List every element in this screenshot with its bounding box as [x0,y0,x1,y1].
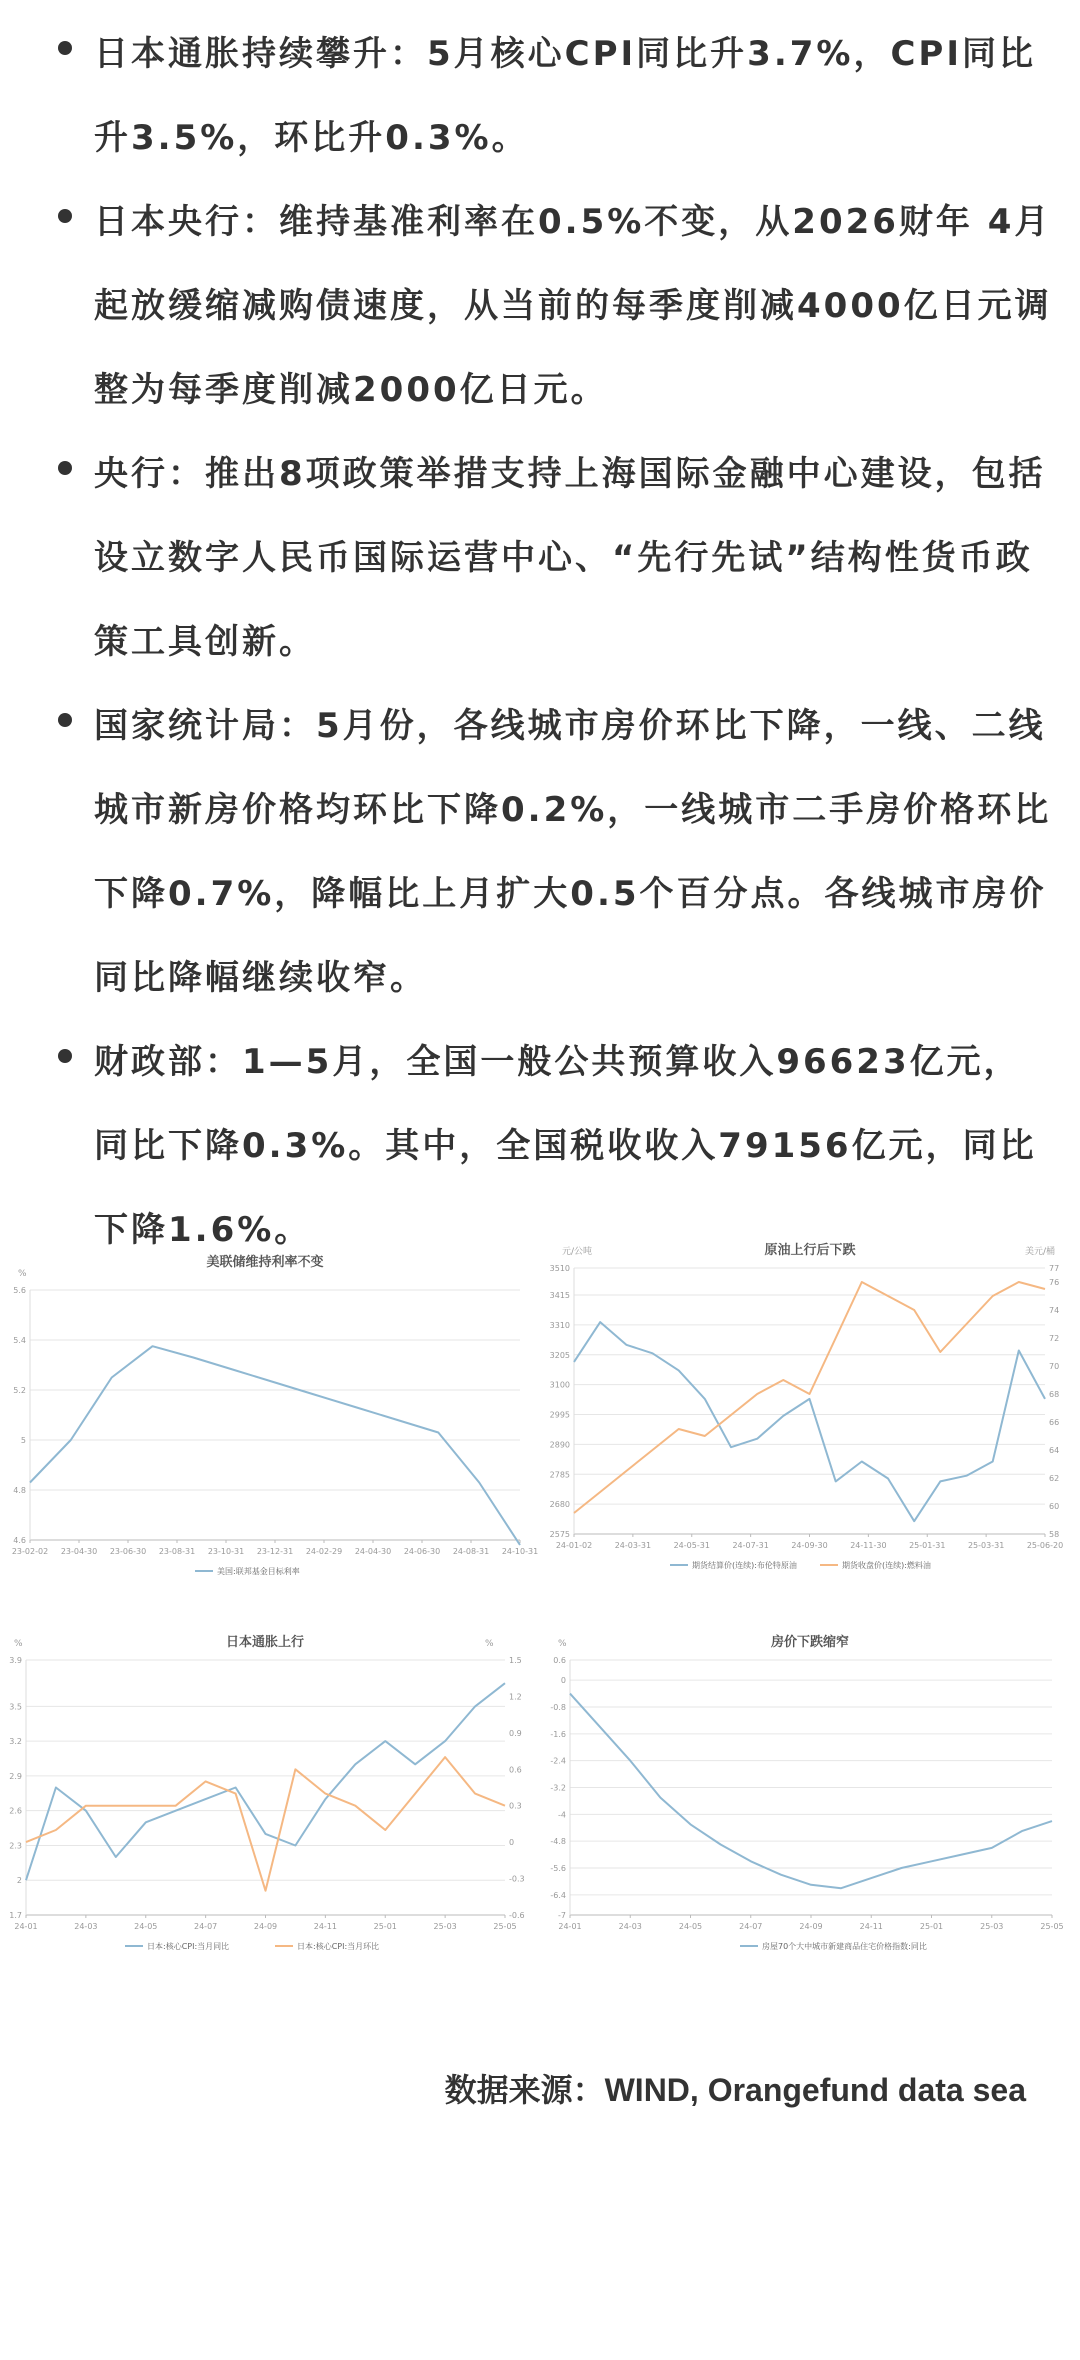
legend-label: 期货收盘价(连续):燃料油 [842,1561,931,1570]
y2-tick-label: -0.3 [509,1874,525,1884]
chart-japan-inflation-svg [0,1620,530,1965]
legend-label: 美国:联邦基金目标利率 [217,1567,300,1576]
x-tick-label: 24-03 [618,1922,642,1931]
x-tick-label: 24-02-29 [305,1547,343,1556]
y-axis-unit: % [14,1639,23,1649]
y2-tick-label: 0.9 [509,1728,522,1738]
x-tick-label: 23-10-31 [207,1547,245,1556]
x-tick-label: 25-01-31 [909,1541,946,1550]
y2-tick-label: -0.6 [509,1911,525,1920]
y2-tick-label: 76 [1049,1278,1060,1287]
chart-japan-inflation [0,1620,530,1965]
y2-tick-label: 72 [1049,1334,1060,1343]
x-tick-label: 24-03 [74,1922,98,1931]
chart-oil-svg [540,1228,1080,1600]
y-tick-label: 5.4 [13,1336,26,1345]
y-tick-label: -6.4 [550,1890,566,1900]
y2-tick-label: 58 [1049,1530,1060,1539]
y-tick-label: 3.5 [9,1702,22,1712]
x-tick-label: 24-07 [194,1922,218,1931]
source-note: 数据来源：WIND, Orangefund data sea [444,2072,1026,2108]
y-tick-label: 3415 [549,1291,570,1301]
bullet-text: 国家统计局：5月份，各线城市房价环比下降，一线、二线城市新房价格均环比下降0.2%，一线城市二手房价格环比下降0.7%，降幅比上月扩大0.5个百分点。各线城市房价同比降幅继续收窄。 [94,706,1052,998]
y-tick-label: 0.6 [553,1656,566,1665]
y2-tick-label: 77 [1049,1264,1060,1273]
x-tick-label: 23-08-31 [158,1547,196,1556]
x-tick-label: 24-03-31 [614,1541,652,1550]
legend-label: 期货结算价(连续):布伦特原油 [692,1561,797,1570]
x-tick-label: 24-01-02 [555,1541,593,1550]
y2-tick-label: 62 [1049,1474,1060,1483]
x-tick-label: 23-12-31 [256,1547,294,1556]
y-tick-label: 3310 [549,1320,570,1330]
y2-tick-label: 66 [1049,1418,1060,1427]
series-line-2 [574,1282,1045,1513]
chart-fed-rate-svg [0,1240,539,1600]
y-tick-label: -1.6 [550,1729,566,1739]
x-tick-label: 25-05 [1040,1922,1064,1931]
y-tick-label: 3.2 [9,1737,22,1747]
x-tick-label: 24-05 [134,1922,158,1931]
series-line-1 [30,1346,520,1545]
x-tick-label: 24-01 [14,1922,38,1931]
x-tick-label: 24-08-31 [452,1547,490,1556]
y-axis-unit: % [18,1269,27,1279]
y2-tick-label: 0.3 [509,1801,522,1811]
y2-tick-label: 60 [1049,1502,1060,1511]
y-tick-label: 2995 [549,1410,570,1420]
bullet-dot [58,41,72,55]
y-tick-label: 3510 [549,1264,570,1273]
x-tick-label: 24-09 [253,1922,278,1931]
x-tick-label: 24-05 [678,1922,703,1931]
y-tick-label: 3205 [549,1350,570,1360]
series-line-1 [570,1694,1052,1889]
x-tick-label: 23-04-30 [60,1547,98,1556]
x-tick-label: 24-04-30 [354,1547,392,1556]
y-tick-label: 2.9 [9,1771,22,1781]
y-tick-label: 5 [20,1436,26,1445]
chart-title: 房价下跌缩窄 [770,1634,850,1649]
y-tick-label: -0.8 [550,1702,566,1712]
y-tick-label: 2.3 [9,1841,22,1851]
bullet-dot [58,1049,72,1063]
x-tick-label: 24-09-30 [791,1541,828,1550]
x-tick-label: 23-02-02 [11,1547,49,1556]
x-tick-label: 24-07-31 [732,1541,769,1550]
y-tick-label: 2.6 [9,1806,22,1816]
y2-tick-label: 0 [509,1838,515,1848]
chart-oil [540,1228,1080,1600]
series-line-1 [574,1322,1045,1521]
y-tick-label: -4.8 [550,1837,566,1847]
bullet-text: 日本央行：维持基准利率在0.5%不变，从2026财年 4月起放缓缩减购债速度，从当前的每季度削减4000亿日元调整为每季度削减2000亿日元。 [94,202,1052,410]
bullet-text: 央行：推出8项政策举措支持上海国际金融中心建设，包括设立数字人民币国际运营中心、“先行先试”结构性货币政策工具创新。 [94,454,1046,662]
x-tick-label: 23-06-30 [109,1547,147,1556]
x-tick-label: 25-03 [980,1922,1004,1931]
y-tick-label: 2 [16,1876,22,1886]
y-tick-label: 1.7 [9,1911,22,1920]
y2-tick-label: 64 [1049,1446,1060,1455]
y2-tick-label: 1.2 [509,1692,522,1702]
y-tick-label: 2785 [549,1470,570,1480]
y2-tick-label: 68 [1049,1390,1060,1399]
x-tick-label: 24-06-30 [403,1547,441,1556]
y-tick-label: 5.6 [13,1286,26,1295]
x-tick-label: 24-01 [558,1922,582,1931]
chart-title: 日本通胀上行 [225,1634,305,1649]
series-line-2 [26,1757,505,1891]
legend-label: 日本:核心CPI:当月环比 [297,1942,380,1951]
bullet-dot [58,461,72,475]
y-tick-label: -7 [558,1911,566,1920]
y2-tick-label: 74 [1049,1306,1060,1315]
x-tick-label: 24-11 [859,1922,883,1931]
y-tick-label: 5.2 [13,1386,26,1395]
bullet-dot [58,713,72,727]
y-axis-unit: % [558,1639,567,1649]
x-tick-label: 24-10-31 [501,1547,539,1556]
x-tick-label: 25-05 [493,1922,517,1931]
y-axis-unit: 元/公吨 [562,1247,593,1257]
y-tick-label: 2575 [549,1530,570,1539]
x-tick-label: 24-07 [739,1922,763,1931]
y-tick-label: -4 [558,1810,566,1820]
x-tick-label: 24-11-30 [850,1541,887,1550]
y-tick-label: 3.9 [9,1656,22,1665]
chart-fed-rate [0,1240,539,1600]
bullet-text: 财政部：1—5月，全国一般公共预算收入96623亿元，同比下降0.3%。其中，全国税收收入79156亿元，同比下降1.6%。 [94,1042,1037,1250]
y2-tick-label: 70 [1049,1362,1060,1371]
bullet-text: 日本通胀持续攀升：5月核心CPI同比升3.7%，CPI同比升3.5%，环比升0.3%。 [94,34,1036,158]
y2-tick-label: 1.5 [509,1656,522,1665]
chart-title: 美联储维持利率不变 [206,1254,324,1269]
x-tick-label: 24-11 [313,1922,337,1931]
chart-house-prices [540,1620,1080,1965]
x-tick-label: 25-06-20 [1026,1541,1064,1550]
y-tick-label: -5.6 [550,1864,566,1874]
y-tick-label: -3.2 [550,1783,566,1793]
chart-house-prices-svg [540,1620,1080,1965]
x-tick-label: 24-05-31 [673,1541,710,1550]
x-tick-label: 25-03 [433,1922,457,1931]
y-tick-label: 4.8 [13,1486,26,1495]
y-tick-label: 3100 [549,1380,570,1390]
y2-axis-unit: % [485,1639,494,1649]
y-tick-label: -2.4 [550,1756,566,1766]
x-tick-label: 25-01 [919,1922,944,1931]
series-line-1 [26,1683,505,1880]
x-tick-label: 25-01 [373,1922,397,1931]
y2-tick-label: 0.6 [509,1765,522,1775]
legend-label: 日本:核心CPI:当月同比 [147,1942,230,1951]
y-tick-label: 2890 [549,1440,570,1450]
x-tick-label: 24-09 [799,1922,823,1931]
y-tick-label: 0 [560,1676,566,1686]
bullet-dot [58,209,72,223]
y-tick-label: 4.6 [13,1536,26,1545]
x-tick-label: 25-03-31 [967,1541,1005,1550]
y-tick-label: 2680 [549,1500,570,1510]
y2-axis-unit: 美元/桶 [1025,1247,1056,1257]
legend-label: 房屋70个大中城市新建商品住宅价格指数:同比 [762,1942,927,1951]
chart-title: 原油上行后下跌 [764,1242,856,1257]
